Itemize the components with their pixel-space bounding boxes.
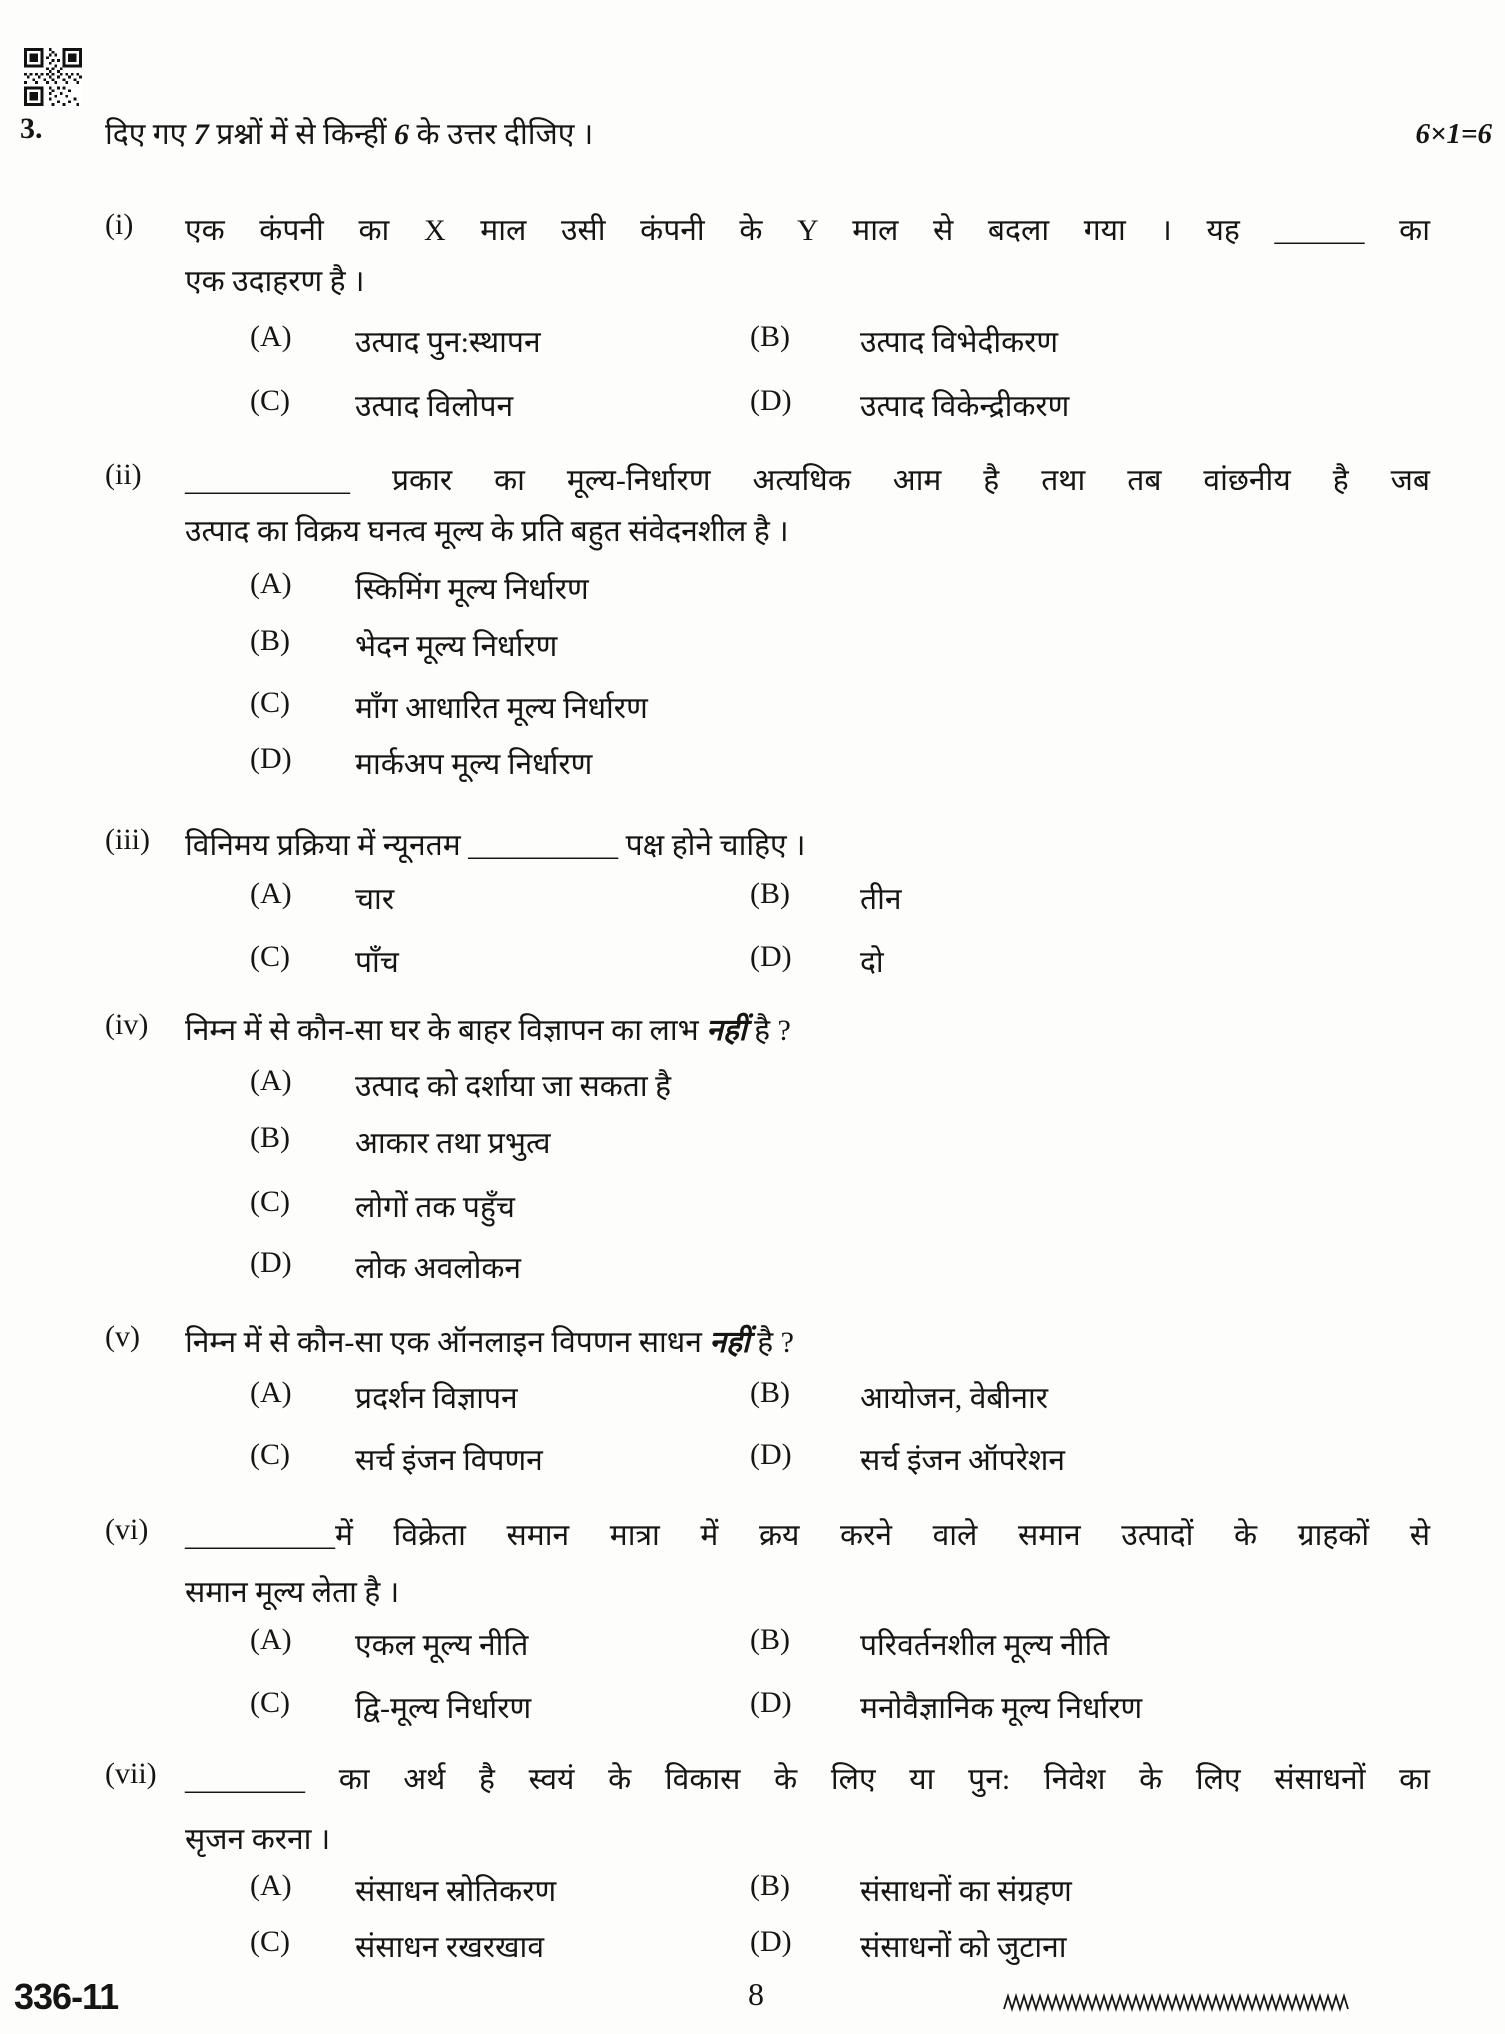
- section-instruction: [105, 112, 593, 153]
- section-header: [0, 112, 1505, 164]
- option-b-letter: (B): [750, 1376, 790, 1409]
- option-c-text: संसाधन रखरखाव: [355, 1931, 544, 1964]
- question-vii-line-2: [0, 1817, 1505, 1869]
- page-number: 8: [748, 1976, 764, 2012]
- question-vi-text: __________में विक्रेता समान मात्रा में क्रय करने वाले समान उत्पादों के ग्राहकों से: [185, 1519, 1430, 1552]
- option-b-letter: (B): [750, 1869, 790, 1902]
- question-iii-options-row-1: [0, 877, 1505, 929]
- option-a-text: प्रदर्शन विज्ञापन: [355, 1382, 518, 1415]
- option-d-letter: (D): [750, 384, 792, 417]
- option-c-letter: (C): [250, 940, 290, 973]
- option-b-text: परिवर्तनशील मूल्य नीति: [860, 1629, 1110, 1662]
- option-b-letter: (B): [750, 1623, 790, 1656]
- question-ii-text: ___________ प्रकार का मूल्य-निर्धारण अत्यधिक आम है तथा तब वांछनीय है जब: [185, 464, 1430, 497]
- option-b-letter: (B): [750, 877, 790, 910]
- option-d-text: संसाधनों को जुटाना: [860, 1931, 1067, 1964]
- question-text-part: निम्न में से कौन-सा एक ऑनलाइन विपणन साधन: [185, 1326, 710, 1359]
- question-ii-option-c: [0, 686, 1505, 738]
- question-iv-text: [185, 1008, 1430, 1049]
- option-b-letter: (B): [250, 1121, 290, 1154]
- question-text-part: निम्न में से कौन-सा घर के बाहर विज्ञापन का लाभ: [185, 1014, 707, 1047]
- question-ii-line-1: [0, 458, 1505, 510]
- instruction-part: प्रश्नों में से किन्हीं: [208, 118, 395, 151]
- option-a-text: चार: [355, 883, 395, 916]
- option-b-letter: (B): [250, 624, 290, 657]
- option-b-text: आकार तथा प्रभुत्व: [355, 1127, 551, 1160]
- question-ii-option-a: [0, 567, 1505, 619]
- option-c-letter: (C): [250, 1925, 290, 1958]
- question-vi-text-cont: समान मूल्य लेता है ।: [185, 1576, 400, 1609]
- question-v-number: (v): [105, 1320, 140, 1353]
- question-emphasis-nahi: नहीं: [706, 1014, 747, 1047]
- option-d-text: मार्कअप मूल्य निर्धारण: [355, 748, 593, 781]
- question-iv-line-1: [0, 1008, 1505, 1060]
- option-a-text: उत्पाद को दर्शाया जा सकता है: [355, 1070, 672, 1103]
- marks-label: 6×1=6: [1415, 118, 1492, 150]
- option-d-text: सर्च इंजन ऑपरेशन: [860, 1444, 1066, 1477]
- question-vii-line-1: [0, 1757, 1505, 1809]
- option-a-letter: (A): [250, 1376, 292, 1409]
- question-v-options-row-2: [0, 1438, 1505, 1490]
- option-c-text: माँग आधारित मूल्य निर्धारण: [355, 692, 648, 725]
- paper-code: 336-11: [14, 1976, 119, 2017]
- question-vii-options-row-1: [0, 1869, 1505, 1921]
- option-a-letter: (A): [250, 1623, 292, 1656]
- question-vi-line-1: [0, 1513, 1505, 1565]
- section-number: 3.: [20, 112, 43, 145]
- question-iv-option-a: [0, 1064, 1505, 1116]
- question-iv-number: (iv): [105, 1008, 149, 1041]
- question-ii-number: (ii): [105, 458, 142, 491]
- option-d-letter: (D): [750, 1438, 792, 1471]
- option-a-letter: (A): [250, 1869, 292, 1902]
- option-a-letter: (A): [250, 1064, 292, 1097]
- option-a-letter: (A): [250, 320, 292, 353]
- option-b-text: उत्पाद विभेदीकरण: [860, 326, 1059, 359]
- question-v-text: [185, 1320, 1430, 1361]
- question-vii-text: ________ का अर्थ है स्वयं के विकास के लिए या पुन: निवेश के लिए संसाधनों का: [185, 1763, 1430, 1796]
- instruction-count-6: 6: [394, 118, 410, 151]
- question-vii-number: (vii): [105, 1757, 157, 1790]
- option-d-letter: (D): [750, 1686, 792, 1719]
- question-ii-text-cont: उत्पाद का विक्रय घनत्व मूल्य के प्रति बहुत संवेदनशील है ।: [185, 515, 789, 548]
- option-d-text: मनोवैज्ञानिक मूल्य निर्धारण: [860, 1692, 1143, 1725]
- option-d-text: लोक अवलोकन: [355, 1252, 522, 1285]
- instruction-part: दिए गए: [105, 118, 194, 151]
- option-c-text: उत्पाद विलोपन: [355, 390, 514, 423]
- option-c-text: लोगों तक पहुँच: [355, 1191, 515, 1224]
- option-c-text: पाँच: [355, 946, 399, 979]
- option-a-letter: (A): [250, 877, 292, 910]
- option-a-text: संसाधन स्रोतिकरण: [355, 1875, 557, 1908]
- option-d-text: दो: [860, 946, 884, 979]
- option-a-letter: (A): [250, 567, 292, 600]
- option-d-text: उत्पाद विकेन्द्रीकरण: [860, 390, 1070, 423]
- question-v-line-1: [0, 1320, 1505, 1372]
- question-ii-option-d: [0, 742, 1505, 794]
- question-ii-option-b: [0, 624, 1505, 676]
- option-c-letter: (C): [250, 384, 290, 417]
- question-iv-option-b: [0, 1121, 1505, 1173]
- option-b-letter: (B): [750, 320, 790, 353]
- question-i-text: एक कंपनी का X माल उसी कंपनी के Y माल से बदला गया । यह ______ का: [185, 214, 1430, 247]
- question-i-options-row-2: [0, 384, 1505, 436]
- question-iii-line-1: [0, 823, 1505, 875]
- question-v-options-row-1: [0, 1376, 1505, 1428]
- option-c-letter: (C): [250, 686, 290, 719]
- option-d-letter: (D): [250, 742, 292, 775]
- question-text-part: है ?: [746, 1014, 791, 1047]
- option-d-letter: (D): [750, 1925, 792, 1958]
- option-c-letter: (C): [250, 1686, 290, 1719]
- question-emphasis-nahi: नहीं: [709, 1326, 750, 1359]
- question-text-part: है ?: [749, 1326, 794, 1359]
- question-iii-options-row-2: [0, 940, 1505, 992]
- question-vii-options-row-2: [0, 1925, 1505, 1977]
- option-a-text: उत्पाद पुन:स्थापन: [355, 326, 541, 359]
- option-b-text: भेदन मूल्य निर्धारण: [355, 630, 558, 663]
- option-a-text: एकल मूल्य नीति: [355, 1629, 529, 1662]
- question-vii-text-cont: सृजन करना ।: [185, 1823, 331, 1856]
- option-d-letter: (D): [750, 940, 792, 973]
- question-i-number: (i): [105, 208, 134, 241]
- option-c-text: सर्च इंजन विपणन: [355, 1444, 543, 1477]
- option-b-text: तीन: [860, 883, 902, 916]
- option-c-text: द्वि-मूल्य निर्धारण: [355, 1692, 532, 1725]
- instruction-part: के उत्तर दीजिए ।: [409, 118, 594, 151]
- question-ii-line-2: [0, 509, 1505, 561]
- option-b-text: आयोजन, वेबीनार: [860, 1382, 1049, 1415]
- question-i-line-1: [0, 208, 1505, 260]
- question-iv-option-c: [0, 1185, 1505, 1237]
- option-b-text: संसाधनों का संग्रहण: [860, 1875, 1072, 1908]
- question-iii-number: (iii): [105, 823, 150, 856]
- question-vi-number: (vi): [105, 1513, 149, 1546]
- question-i-text-cont: एक उदाहरण है ।: [185, 265, 365, 298]
- option-d-letter: (D): [250, 1246, 292, 1279]
- option-a-text: स्किमिंग मूल्य निर्धारण: [355, 573, 589, 606]
- question-i-line-2: [0, 259, 1505, 311]
- question-vi-line-2: [0, 1570, 1505, 1622]
- option-c-letter: (C): [250, 1185, 290, 1218]
- option-c-letter: (C): [250, 1438, 290, 1471]
- squiggle-decoration: [1002, 1990, 1350, 2016]
- instruction-count-7: 7: [193, 118, 209, 151]
- question-iv-option-d: [0, 1246, 1505, 1298]
- question-vi-options-row-1: [0, 1623, 1505, 1675]
- question-i-options-row-1: [0, 320, 1505, 372]
- question-iii-text: विनिमय प्रक्रिया में न्यूनतम __________ पक्ष होने चाहिए ।: [185, 829, 806, 862]
- zigzag-path: [1004, 1996, 1348, 2009]
- qr-code-icon: [24, 46, 82, 108]
- question-vi-options-row-2: [0, 1686, 1505, 1738]
